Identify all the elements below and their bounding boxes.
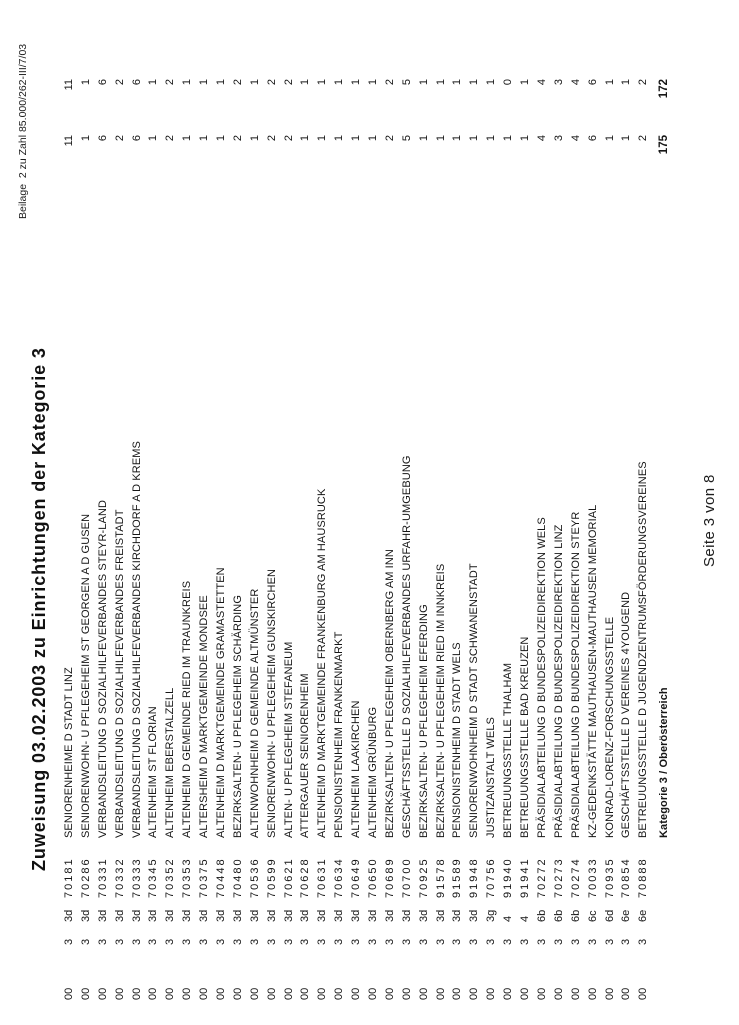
row-code: 70634 [333, 857, 346, 898]
row-code: 70274 [569, 857, 582, 898]
row-count-secondary: 11 [63, 79, 75, 91]
row-facility-name: BETREUUNGSSTELLE D JUGENDZENTRUMSFÖRDERUNGSVEREINES [637, 461, 650, 838]
row-count-primary: 1 [299, 135, 312, 142]
table-row [500, 79, 517, 1000]
row-count-primary: 3 [552, 135, 565, 142]
row-count-primary: 2 [265, 135, 278, 142]
table-row [230, 79, 247, 1000]
row-count-primary: 2 [231, 135, 244, 142]
row-count-secondary: 6 [96, 79, 109, 86]
row-facility-name: PENSIONISTENHEIM FRANKENMARKT [333, 631, 346, 838]
row-subcategory: 6e [620, 909, 633, 922]
row-count-primary: 1 [468, 135, 481, 142]
row-prefix: 00 [485, 987, 498, 1000]
row-code: 70286 [79, 857, 92, 898]
row-subcategory: 3d [299, 909, 312, 922]
row-subcategory: 3d [434, 909, 447, 922]
row-category: 3 [451, 938, 464, 945]
row-prefix: 00 [181, 987, 194, 1000]
row-code: 70181 [63, 857, 75, 898]
row-facility-name: PRÄSIDIALABTEILUNG D BUNDESPOLIZEIDIREKTION LINZ [552, 524, 565, 838]
row-count-secondary: 2 [113, 79, 126, 86]
row-prefix: 00 [299, 987, 312, 1000]
table-row [314, 79, 331, 1000]
row-count-primary: 1 [248, 135, 261, 142]
row-code: 70332 [113, 857, 126, 898]
row-code: 70925 [417, 857, 430, 898]
table-row [281, 79, 298, 1000]
table-row [247, 79, 264, 1000]
row-code: 70536 [248, 857, 261, 898]
row-category: 3 [383, 938, 396, 945]
row-category: 3 [181, 938, 194, 945]
row-count-secondary: 1 [181, 79, 194, 86]
row-count-secondary: 1 [434, 79, 447, 86]
row-prefix: 00 [535, 987, 548, 1000]
row-count-primary: 1 [147, 135, 160, 142]
table-row [365, 79, 382, 1000]
row-count-secondary: 4 [535, 79, 548, 86]
totals-row [656, 79, 673, 1000]
row-count-primary: 1 [603, 135, 616, 142]
row-facility-name: ALTENHEIM D MARKTGEMEINDE FRANKENBURG AM HAUSRUCK [316, 488, 329, 838]
row-prefix: 00 [400, 987, 413, 1000]
row-prefix: 00 [316, 987, 329, 1000]
row-subcategory: 6b [552, 909, 565, 922]
row-count-secondary: 1 [333, 79, 346, 86]
row-count-primary: 1 [485, 135, 498, 142]
row-subcategory: 3d [282, 909, 295, 922]
row-prefix: 00 [417, 987, 430, 1000]
row-count-secondary: 1 [198, 79, 211, 86]
row-facility-name: GESCHÄFTSSTELLE D VEREINES 4YOUGEND [620, 591, 633, 838]
row-subcategory: 3d [130, 909, 143, 922]
table-row [602, 79, 619, 1000]
table-row [517, 79, 534, 1000]
row-prefix: 00 [265, 987, 278, 1000]
row-facility-name: SENIORENWOHNHEIM D STADT SCHWANENSTADT [468, 563, 481, 838]
row-category: 3 [130, 938, 143, 945]
row-prefix: 00 [569, 987, 582, 1000]
row-code: 70854 [620, 857, 633, 898]
row-count-primary: 1 [502, 135, 515, 142]
row-code: 70935 [603, 857, 616, 898]
row-count-primary: 1 [79, 135, 92, 142]
row-code: 70756 [485, 857, 498, 898]
row-count-primary: 2 [113, 135, 126, 142]
row-category: 3 [333, 938, 346, 945]
row-code: 70331 [96, 857, 109, 898]
row-count-secondary: 6 [130, 79, 143, 86]
row-prefix: 00 [113, 987, 126, 1000]
row-code: 91589 [451, 857, 464, 898]
row-count-secondary: 0 [502, 79, 515, 86]
row-code: 70333 [130, 857, 143, 898]
row-count-secondary: 1 [79, 79, 92, 86]
totals-prefix [656, 945, 673, 1000]
table-row [585, 79, 602, 1000]
table-row [196, 79, 213, 1000]
row-code: 70700 [400, 857, 413, 898]
row-facility-name: PENSIONISTENHEIM D STADT WELS [451, 642, 464, 838]
table-row [568, 79, 585, 1000]
row-code: 70650 [367, 857, 380, 898]
row-count-primary: 1 [451, 135, 464, 142]
row-code: 91578 [434, 857, 447, 898]
row-count-primary: 1 [198, 135, 211, 142]
row-facility-name: SENIORENHEIME D STADT LINZ [63, 667, 75, 838]
row-subcategory: 3d [400, 909, 413, 922]
row-count-secondary: 1 [367, 79, 380, 86]
row-facility-name: ALTENHEIM EBERSTALZELL [164, 687, 177, 838]
row-code: 70345 [147, 857, 160, 898]
row-facility-name: KONRAD-LORENZ-FORSCHUNGSSTELLE [603, 616, 616, 838]
row-count-primary: 1 [620, 135, 633, 142]
row-category: 3 [502, 938, 515, 945]
row-facility-name: PRÄSIDIALABTEILUNG D BUNDESPOLIZEIDIREKTION STEYR [569, 511, 582, 838]
row-prefix: 00 [383, 987, 396, 1000]
row-count-primary: 2 [383, 135, 396, 142]
row-count-secondary: 1 [485, 79, 498, 86]
row-category: 3 [417, 938, 430, 945]
row-count-primary: 2 [164, 135, 177, 142]
row-prefix: 00 [96, 987, 109, 1000]
table-row [433, 79, 450, 1000]
row-category: 3 [485, 938, 498, 945]
row-count-primary: 6 [586, 135, 599, 142]
page-number-footer: Seite 3 von 8 [701, 474, 718, 567]
row-facility-name: PRÄSIDIALABTEILUNG D BUNDESPOLIZEIDIREKTION WELS [535, 517, 548, 838]
row-prefix: 00 [147, 987, 160, 1000]
row-subcategory: 3g [485, 909, 498, 922]
row-count-primary: 1 [350, 135, 363, 142]
row-count-primary: 5 [400, 135, 413, 142]
row-facility-name: BEZIRKSALTEN- U PFLEGEHEIM RIED IM INNKREIS [434, 563, 447, 838]
row-count-primary: 6 [130, 135, 143, 142]
row-count-primary: 11 [63, 135, 75, 147]
totals-category [656, 922, 673, 945]
row-facility-name: BEZIRKSALTEN- U PFLEGEHEIM OBERNBERG AM INN [383, 549, 396, 838]
table-row [129, 79, 146, 1000]
row-subcategory: 3d [417, 909, 430, 922]
row-subcategory: 3d [265, 909, 278, 922]
table-row [416, 79, 433, 1000]
row-count-secondary: 2 [265, 79, 278, 86]
table-row [213, 79, 230, 1000]
table-row [551, 79, 568, 1000]
row-prefix: 00 [603, 987, 616, 1000]
row-category: 3 [147, 938, 160, 945]
row-category: 3 [535, 938, 548, 945]
row-subcategory: 3d [231, 909, 244, 922]
row-count-secondary: 5 [400, 79, 413, 86]
table-row [618, 79, 635, 1000]
table-row [78, 79, 95, 1000]
row-facility-name: JUSTIZANSTALT WELS [485, 717, 498, 838]
row-category: 3 [468, 938, 481, 945]
row-subcategory: 3d [451, 909, 464, 922]
row-subcategory: 6d [603, 909, 616, 922]
totals-code [656, 838, 673, 898]
row-prefix: 00 [164, 987, 177, 1000]
row-subcategory: 3d [96, 909, 109, 922]
row-prefix: 00 [350, 987, 363, 1000]
table-row [264, 79, 281, 1000]
row-category: 3 [637, 938, 650, 945]
row-count-secondary: 1 [451, 79, 464, 86]
row-prefix: 00 [130, 987, 143, 1000]
row-count-secondary: 1 [316, 79, 329, 86]
row-prefix: 00 [552, 987, 565, 1000]
row-category: 3 [265, 938, 278, 945]
row-category: 3 [434, 938, 447, 945]
row-facility-name: KZ-GEDENKSTÄTTE MAUTHAUSEN-MAUTHAUSEN MEMORIAL [586, 504, 599, 838]
row-facility-name: ATTERGAUER SENIORENHEIM [299, 673, 312, 838]
row-count-primary: 1 [215, 135, 228, 142]
row-code: 91940 [502, 857, 515, 898]
row-facility-name: ALTENHEIM ST FLORIAN [147, 706, 160, 838]
annex-reference: Beilage 2 zu Zahl 85.000/262-III/7/03 [17, 43, 29, 219]
row-count-secondary: 1 [248, 79, 261, 86]
row-subcategory: 6b [569, 909, 582, 922]
row-subcategory: 3d [63, 909, 75, 922]
row-count-secondary: 2 [383, 79, 396, 86]
row-code: 70888 [637, 857, 650, 898]
row-prefix: 00 [620, 987, 633, 1000]
row-prefix: 00 [519, 987, 532, 1000]
row-facility-name: ALTERSHEIM D MARKTGEMEINDE MONDSEE [198, 595, 211, 838]
row-category: 3 [63, 938, 75, 945]
row-code: 91948 [468, 857, 481, 898]
table-row [635, 79, 652, 1000]
row-category: 3 [519, 938, 532, 945]
row-category: 3 [231, 938, 244, 945]
row-subcategory: 3d [367, 909, 380, 922]
row-category: 3 [400, 938, 413, 945]
row-facility-name: ALTENHEIM GRÜNBURG [367, 706, 380, 838]
row-count-primary: 1 [333, 135, 346, 142]
row-prefix: 00 [451, 987, 464, 1000]
row-category: 3 [79, 938, 92, 945]
row-count-primary: 4 [569, 135, 582, 142]
row-code: 91941 [519, 857, 532, 898]
row-subcategory: 3d [215, 909, 228, 922]
row-facility-name: SENIORENWOHN- U PFLEGEHEIM ST GEORGEN A D GUSEN [79, 513, 92, 838]
row-code: 70353 [181, 857, 194, 898]
row-count-primary: 6 [96, 135, 109, 142]
row-count-secondary: 3 [552, 79, 565, 86]
row-facility-name: BETREUUNGSSTELLE BAD KREUZEN [519, 636, 532, 838]
row-category: 3 [282, 938, 295, 945]
row-prefix: 00 [248, 987, 261, 1000]
row-count-secondary: 2 [282, 79, 295, 86]
table-row [179, 79, 196, 1000]
row-prefix: 00 [63, 987, 75, 1000]
row-prefix: 00 [333, 987, 346, 1000]
row-category: 3 [215, 938, 228, 945]
row-subcategory: 3d [79, 909, 92, 922]
row-code: 70273 [552, 857, 565, 898]
row-facility-name: ALTEN- U PFLEGEHEIM STEFANEUM [282, 641, 295, 838]
table-row [162, 79, 179, 1000]
row-count-primary: 1 [316, 135, 329, 142]
row-count-secondary: 1 [603, 79, 616, 86]
row-category: 3 [198, 938, 211, 945]
row-count-secondary: 6 [586, 79, 599, 86]
table-row [382, 79, 399, 1000]
row-category: 3 [299, 938, 312, 945]
row-category: 3 [620, 938, 633, 945]
row-count-primary: 1 [519, 135, 532, 142]
row-code: 70621 [282, 857, 295, 898]
row-category: 3 [350, 938, 363, 945]
row-count-secondary: 1 [215, 79, 228, 86]
row-code: 70375 [198, 857, 211, 898]
row-facility-name: ALTENWOHNHEIM D GEMEINDE ALTMÜNSTER [248, 588, 261, 838]
table-row [61, 79, 78, 1000]
row-facility-name: VERBANDSLEITUNG D SOZIALHILFEVERBANDES STEYR-LAND [96, 499, 109, 838]
row-count-secondary: 1 [519, 79, 532, 86]
row-prefix: 00 [198, 987, 211, 1000]
row-facility-name: ALTENHEIM D GEMEINDE RIED IM TRAUNKREIS [181, 580, 194, 838]
table-row [145, 79, 162, 1000]
row-prefix: 00 [586, 987, 599, 1000]
table-row [449, 79, 466, 1000]
totals-count-secondary: 172 [658, 79, 671, 99]
row-subcategory: 3d [248, 909, 261, 922]
row-count-primary: 1 [417, 135, 430, 142]
assignment-table [61, 79, 673, 1000]
row-count-secondary: 4 [569, 79, 582, 86]
table-row [112, 79, 129, 1000]
row-count-secondary: 1 [468, 79, 481, 86]
table-row [348, 79, 365, 1000]
row-prefix: 00 [282, 987, 295, 1000]
row-category: 3 [367, 938, 380, 945]
row-prefix: 00 [502, 987, 515, 1000]
row-code: 70649 [350, 857, 363, 898]
row-subcategory: 3d [181, 909, 194, 922]
row-prefix: 00 [231, 987, 244, 1000]
row-facility-name: BETREUUNGSSTELLE THALHAM [502, 662, 515, 838]
table-row [483, 79, 500, 1000]
row-count-secondary: 1 [417, 79, 430, 86]
row-subcategory: 3d [198, 909, 211, 922]
totals-subcategory [656, 898, 673, 922]
row-count-primary: 4 [535, 135, 548, 142]
row-category: 3 [316, 938, 329, 945]
row-prefix: 00 [637, 987, 650, 1000]
row-subcategory: 3d [383, 909, 396, 922]
row-category: 3 [96, 938, 109, 945]
row-category: 3 [113, 938, 126, 945]
table-row [331, 79, 348, 1000]
row-code: 70631 [316, 857, 329, 898]
row-category: 3 [569, 938, 582, 945]
row-prefix: 00 [468, 987, 481, 1000]
row-code: 70480 [231, 857, 244, 898]
row-count-primary: 2 [637, 135, 650, 142]
row-subcategory: 4 [519, 915, 532, 922]
row-subcategory: 6c [586, 910, 599, 922]
totals-label: Kategorie 3 / Oberösterreich [658, 687, 671, 838]
row-facility-name: BEZIRKSALTEN- U PFLEGEHEIM SCHÄRDING [231, 595, 244, 838]
row-count-secondary: 2 [164, 79, 177, 86]
row-category: 3 [248, 938, 261, 945]
row-facility-name: ALTENHEIM D MARKTGEMEINDE GRAMASTETTEN [215, 567, 228, 838]
row-count-secondary: 1 [350, 79, 363, 86]
row-facility-name: VERBANDSLEITUNG D SOZIALHILFEVERBANDES FREISTADT [113, 509, 126, 838]
totals-count-primary: 175 [658, 135, 671, 155]
row-facility-name: SENIORENWOHN- U PFLEGEHEIM GUNSKIRCHEN [265, 568, 278, 838]
row-subcategory: 4 [502, 915, 515, 922]
row-count-secondary: 1 [620, 79, 633, 86]
row-code: 70272 [535, 857, 548, 898]
row-subcategory: 3d [147, 909, 160, 922]
document-title: Zuweisung 03.02.2003 zu Einrichtungen der Kategorie 3 [29, 347, 49, 871]
row-count-primary: 1 [434, 135, 447, 142]
row-code: 70628 [299, 857, 312, 898]
row-subcategory: 3d [333, 909, 346, 922]
row-code: 70352 [164, 857, 177, 898]
row-count-secondary: 2 [231, 79, 244, 86]
row-subcategory: 3d [316, 909, 329, 922]
row-code: 70689 [383, 857, 396, 898]
row-category: 3 [164, 938, 177, 945]
row-count-primary: 2 [282, 135, 295, 142]
row-subcategory: 3d [468, 909, 481, 922]
row-code: 70033 [586, 857, 599, 898]
table-row [534, 79, 551, 1000]
row-code: 70599 [265, 857, 278, 898]
row-category: 3 [586, 938, 599, 945]
row-subcategory: 3d [164, 909, 177, 922]
row-prefix: 00 [367, 987, 380, 1000]
row-category: 3 [603, 938, 616, 945]
row-facility-name: ALTENHEIM LAAKIRCHEN [350, 700, 363, 838]
row-subcategory: 6e [637, 909, 650, 922]
table-row [466, 79, 483, 1000]
table-row [399, 79, 416, 1000]
table-row [297, 79, 314, 1000]
row-code: 70448 [215, 857, 228, 898]
row-count-primary: 1 [181, 135, 194, 142]
row-prefix: 00 [215, 987, 228, 1000]
row-prefix: 00 [79, 987, 92, 1000]
row-count-secondary: 1 [299, 79, 312, 86]
row-count-secondary: 2 [637, 79, 650, 86]
table-rows [61, 79, 652, 1000]
row-subcategory: 3d [113, 909, 126, 922]
table-row [95, 79, 112, 1000]
row-subcategory: 3d [350, 909, 363, 922]
row-category: 3 [552, 938, 565, 945]
row-subcategory: 6b [535, 909, 548, 922]
row-count-secondary: 1 [147, 79, 160, 86]
row-facility-name: BEZIRKSALTEN- U PFLEGEHEIM EFERDING [417, 604, 430, 838]
row-facility-name: GESCHÄFTSSTELLE D SOZIALHILFEVERBANDES URFAHR-UMGEBUNG [400, 455, 413, 838]
row-facility-name: VERBANDSLEITUNG D SOZIALHILFEVERBANDES KIRCHDORF A D KREMS [130, 441, 143, 838]
row-prefix: 00 [434, 987, 447, 1000]
row-count-primary: 1 [367, 135, 380, 142]
